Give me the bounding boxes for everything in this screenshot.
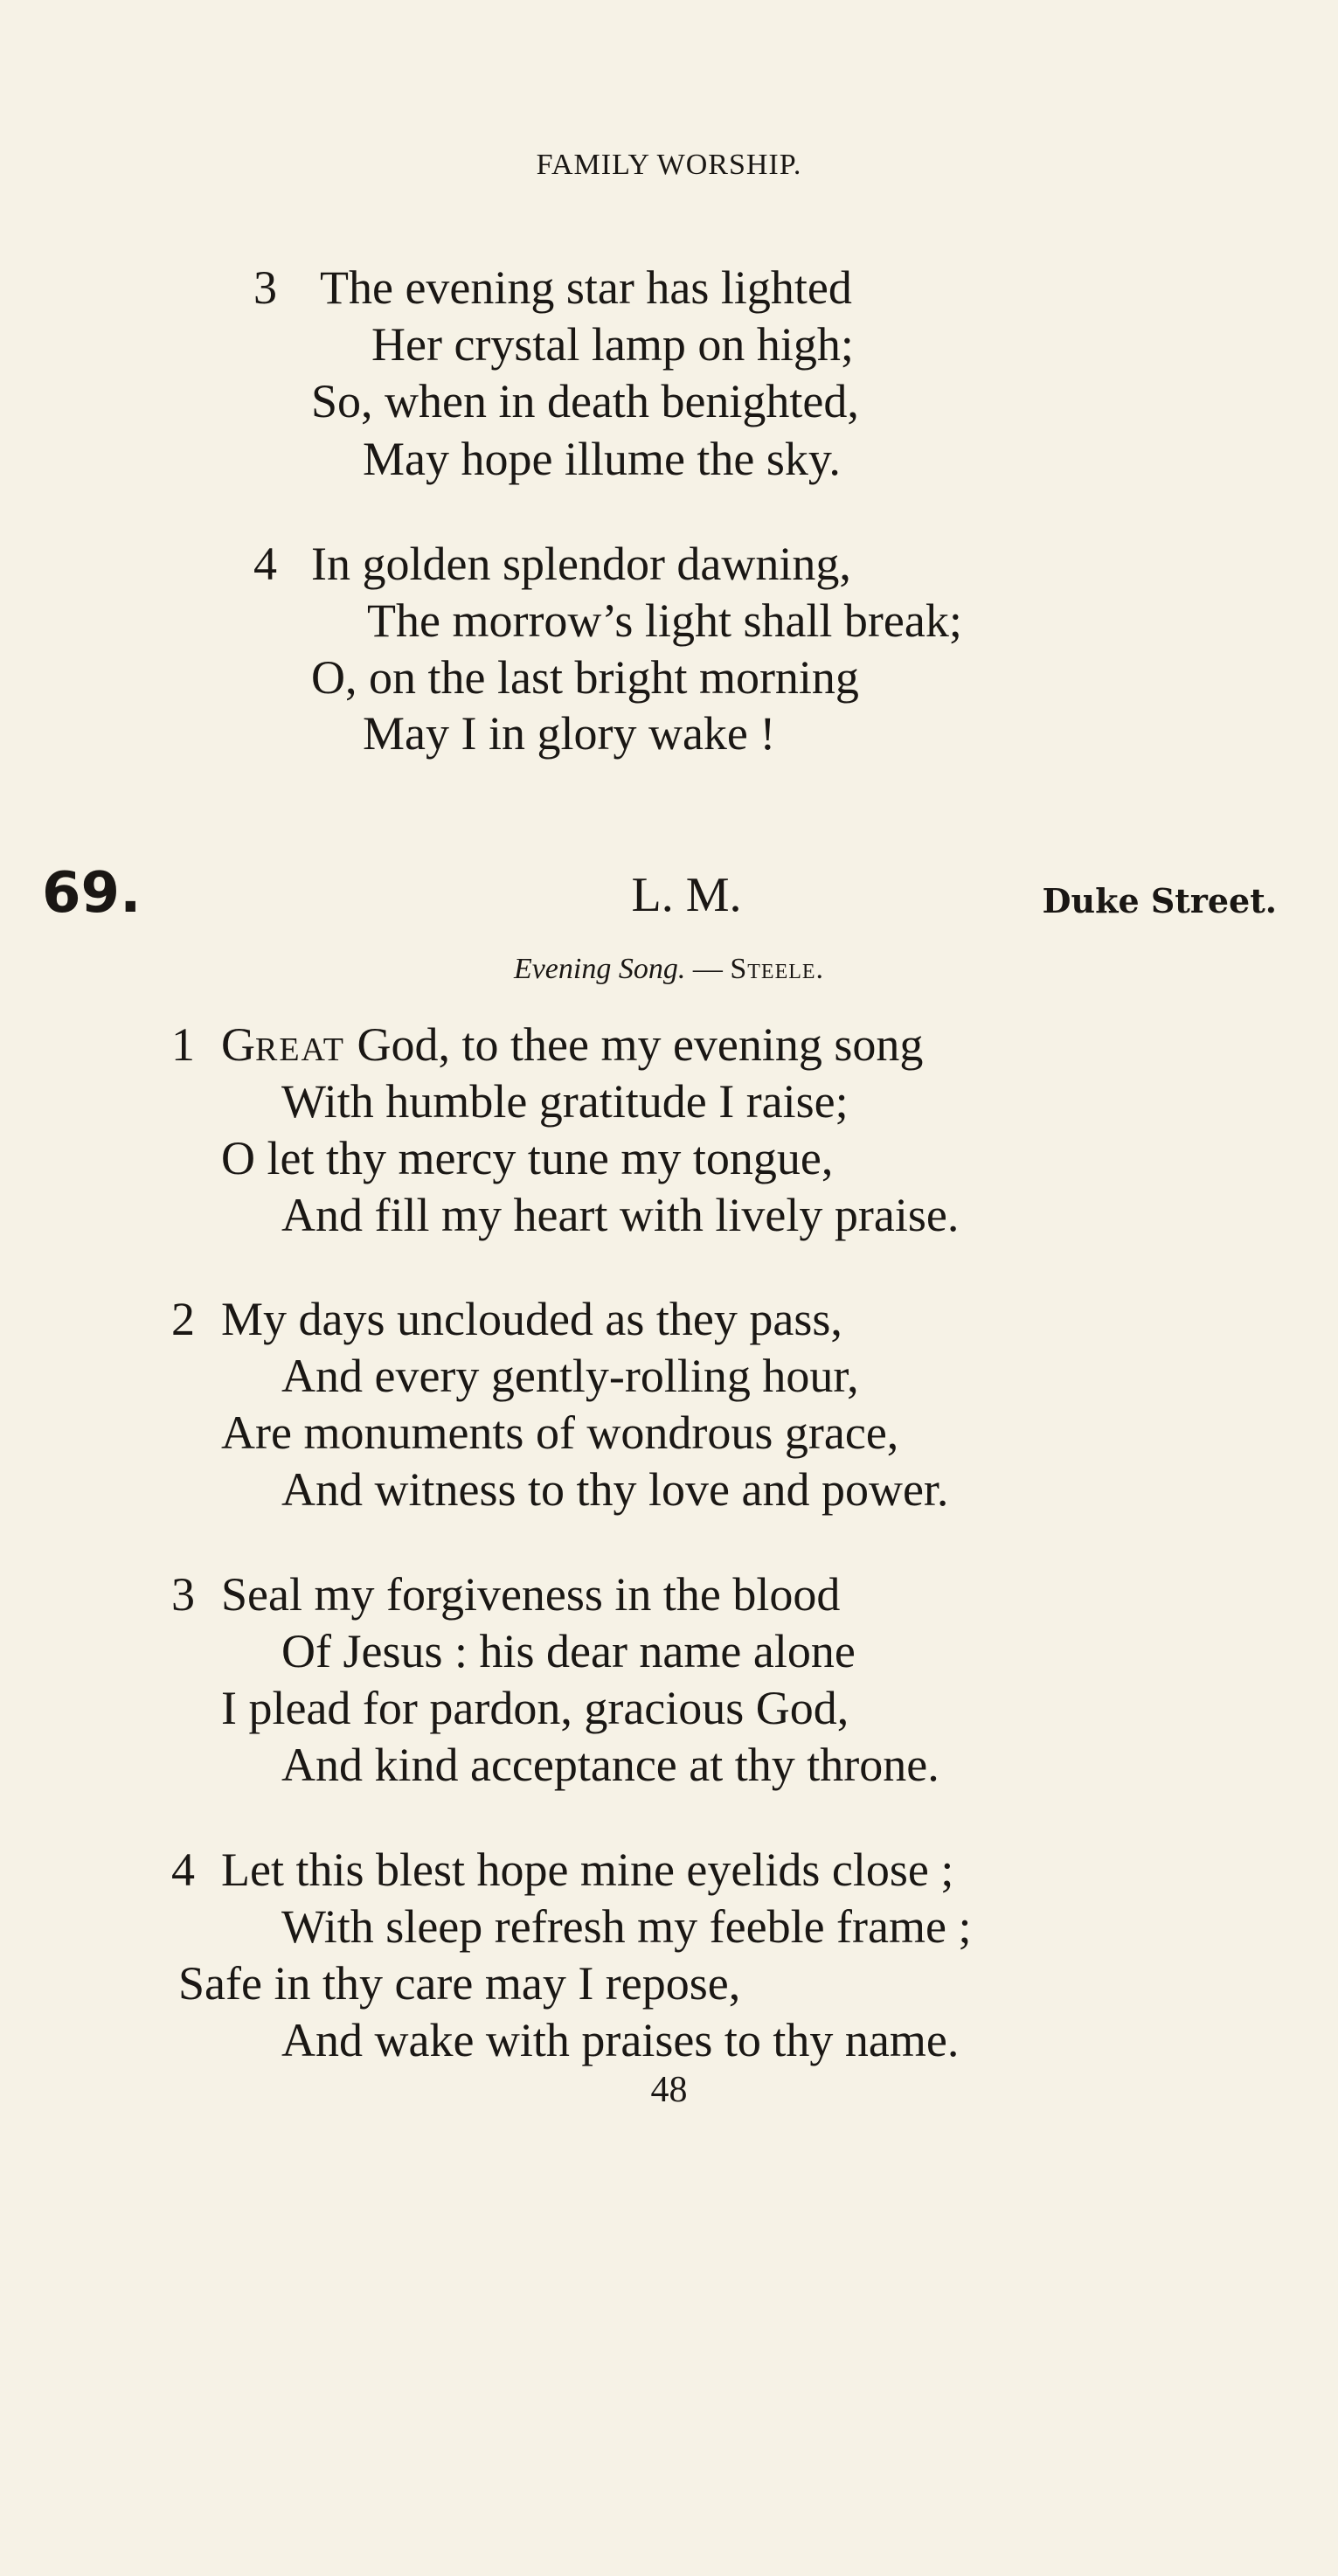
verse-line: O let thy mercy tune my tongue, <box>221 1132 834 1184</box>
verse-line: Let this blest hope mine eyelids close ; <box>221 1843 954 1896</box>
verse-line: Safe in thy care may I repose, <box>178 1957 741 2010</box>
verse-number: 4 <box>171 1843 195 1896</box>
hymn-title: Evening Song. <box>513 953 686 985</box>
verse-line: I plead for pardon, gracious God, <box>221 1682 849 1734</box>
verse-line: The morrow’s light shall break; <box>367 594 962 647</box>
verse-line: Her crystal lamp on high; <box>371 318 854 371</box>
first-word-rest: reat <box>255 1018 345 1071</box>
page-number: 48 <box>650 2070 688 2110</box>
verse-line: O, on the last bright morning <box>311 651 859 704</box>
subtitle-dash: — <box>685 953 731 985</box>
verse-line: And every gently-rolling hour, <box>281 1350 859 1402</box>
verse-number: 4 <box>253 538 277 590</box>
verse-line: And witness to thy love and power. <box>281 1463 949 1516</box>
verse-line: May I in glory wake ! <box>363 707 776 760</box>
verse-line: In golden splendor dawning, <box>311 538 851 590</box>
hymn-meter: L. M. <box>631 868 742 922</box>
verse-number: 3 <box>171 1568 195 1621</box>
verse-line: Of Jesus : his dear name alone <box>281 1625 856 1677</box>
verse-line <box>221 1018 924 1071</box>
verse-line: My days unclouded as they pass, <box>221 1293 842 1345</box>
tune-name: Duke Street. <box>1042 881 1277 920</box>
verse-line: With sleep refresh my feeble frame ; <box>281 1900 972 1953</box>
verse-line: The evening star has lighted <box>320 261 852 314</box>
verse-line: Seal my forgiveness in the blood <box>221 1568 841 1621</box>
running-head: FAMILY WORSHIP. <box>536 149 802 181</box>
drop-initial: G <box>221 1018 255 1071</box>
verse-line: With humble gratitude I raise; <box>281 1075 849 1128</box>
hymn-subtitle <box>0 953 1338 986</box>
verse-number: 1 <box>171 1018 195 1071</box>
verse-number: 2 <box>171 1293 195 1345</box>
verse-line: And fill my heart with lively praise. <box>281 1189 960 1241</box>
verse-number: 3 <box>253 261 277 314</box>
hymn-author: Steele. <box>730 953 825 985</box>
hymn-number: 69. <box>42 861 142 926</box>
verse-line: And wake with praises to thy name. <box>281 2014 960 2066</box>
verse-line: May hope illume the sky. <box>363 433 841 485</box>
verse-line: Are monuments of wondrous grace, <box>221 1406 899 1459</box>
verse-line: And kind acceptance at thy throne. <box>281 1739 939 1791</box>
line-remainder: God, to thee my evening song <box>345 1018 924 1071</box>
verse-line: So, when in death benighted, <box>311 375 859 427</box>
